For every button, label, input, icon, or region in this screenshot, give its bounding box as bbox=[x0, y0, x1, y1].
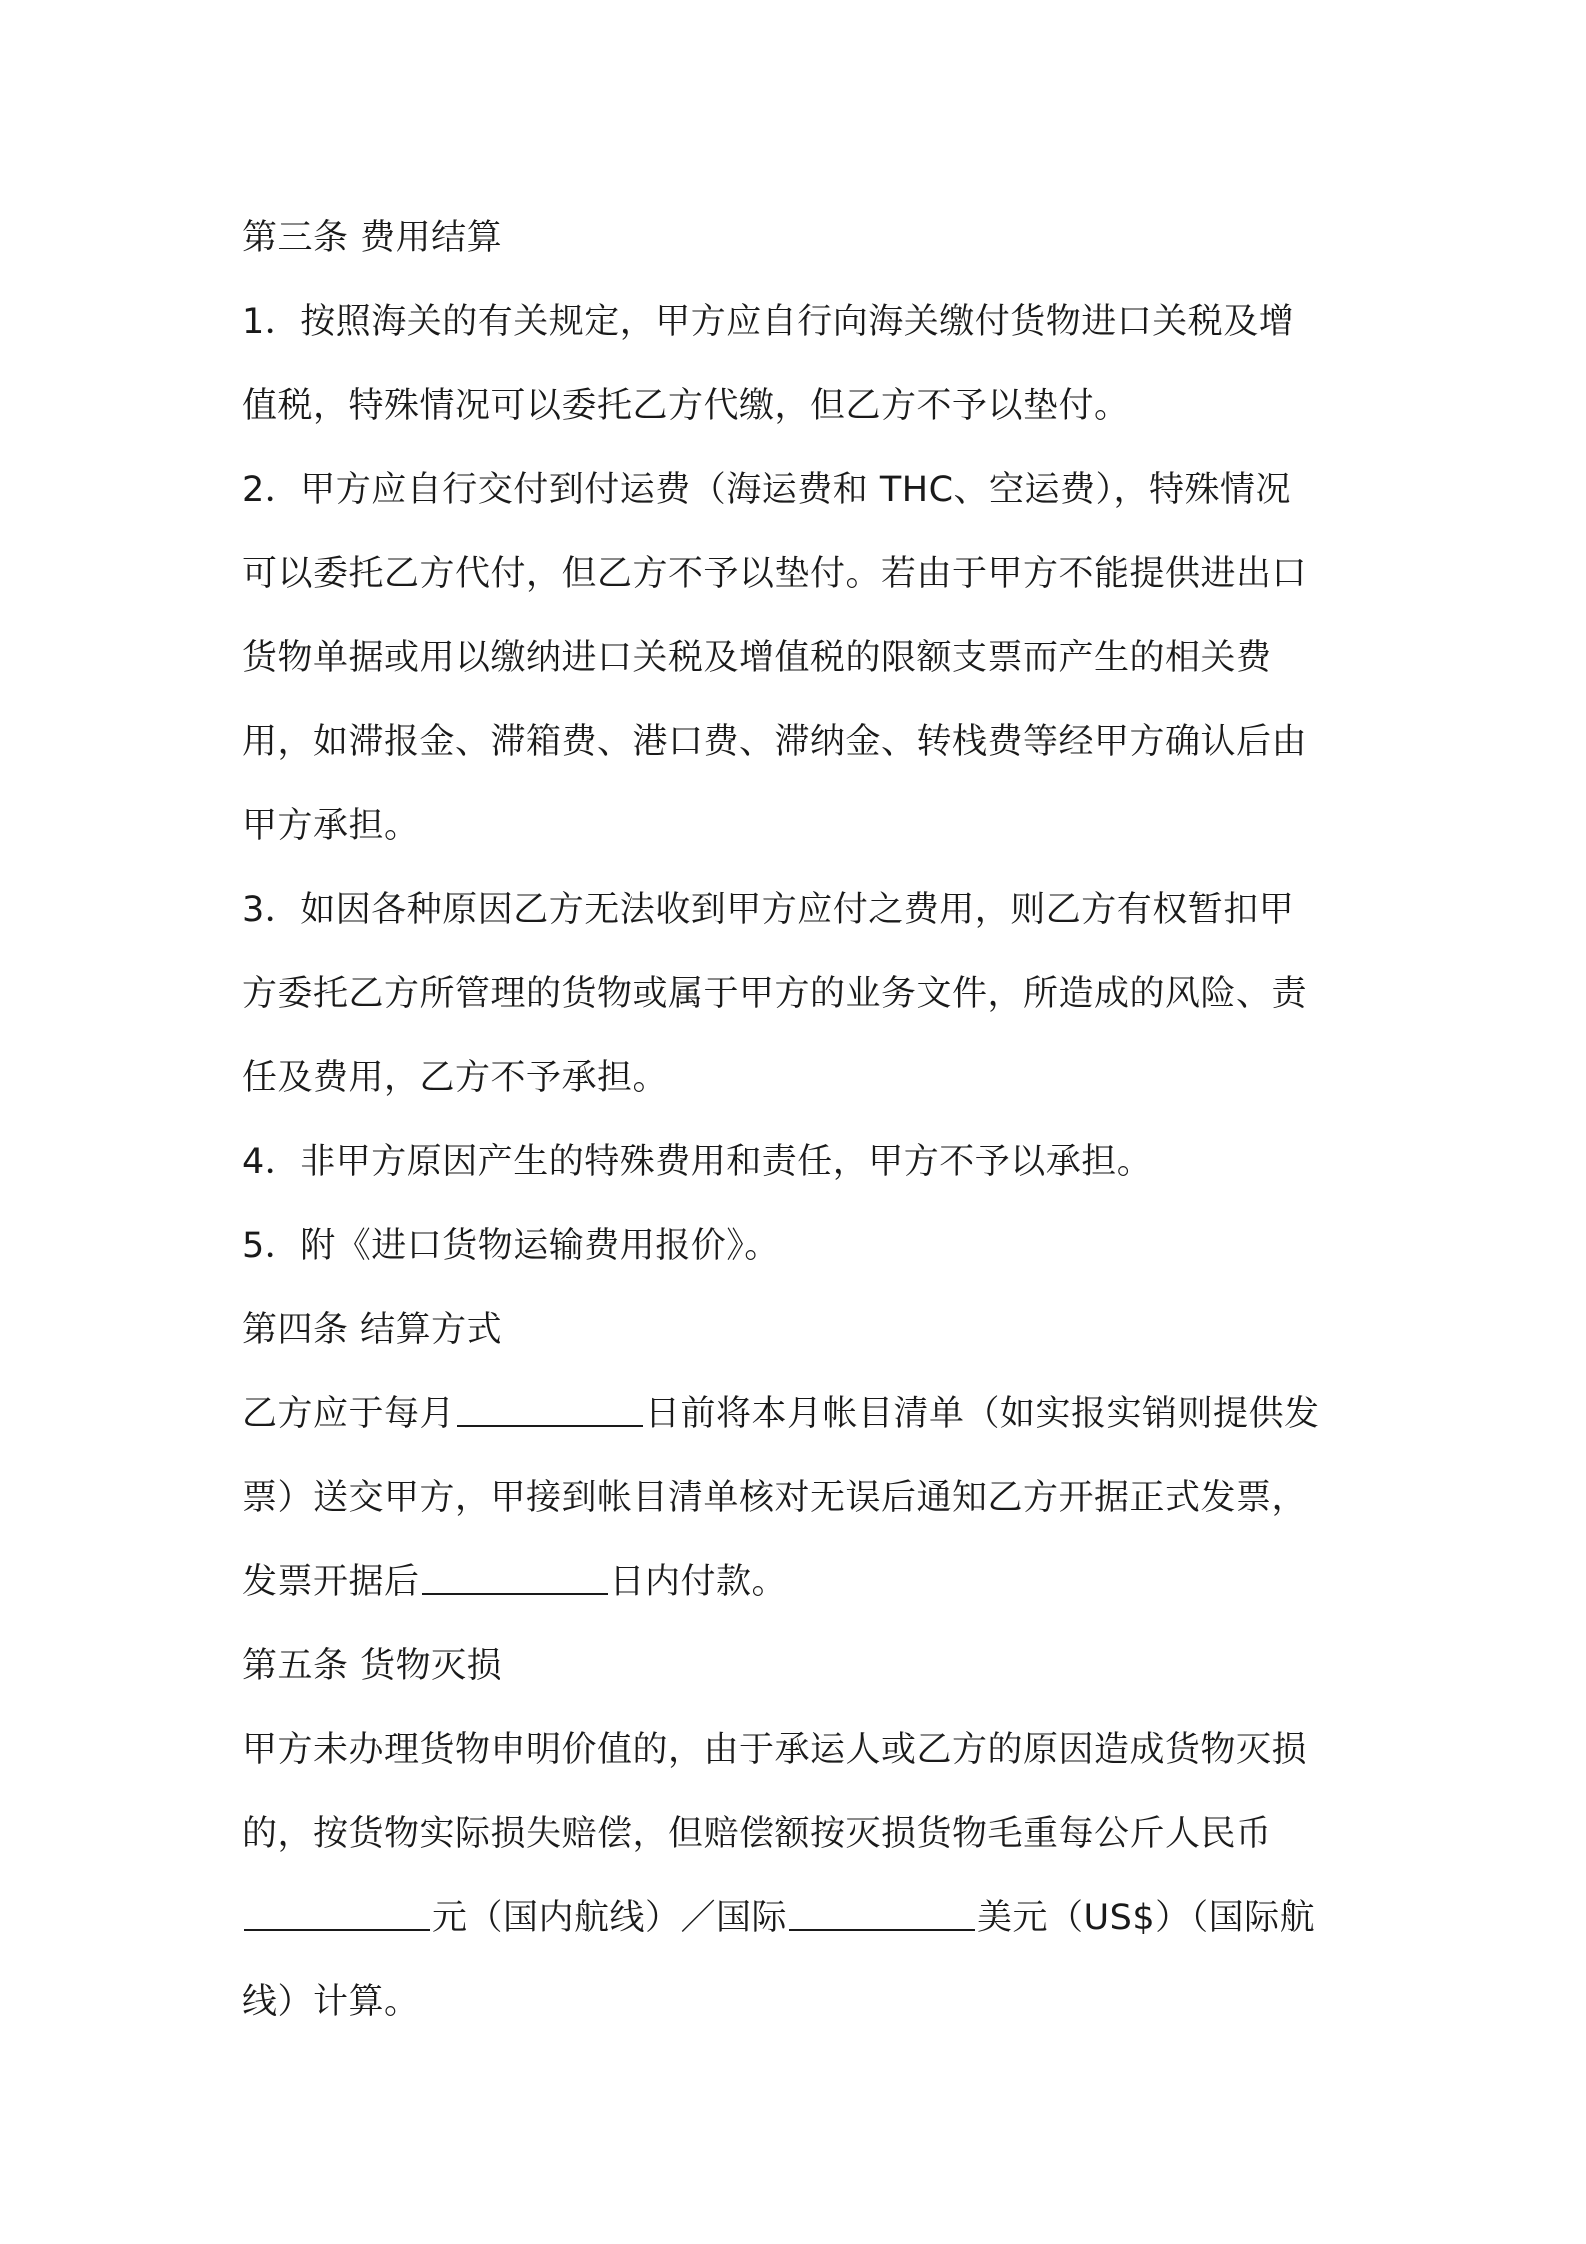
article3-item3-line1: 3．如因各种原因乙方无法收到甲方应付之费用，则乙方有权暂扣甲 bbox=[242, 890, 1295, 930]
article3-item3-line3: 任及费用，乙方不予承担。 bbox=[242, 1058, 669, 1098]
article3-item1-line2: 值税，特殊情况可以委托乙方代缴，但乙方不予以垫付。 bbox=[242, 386, 1130, 426]
article3-item2-line3: 货物单据或用以缴纳进口关税及增值税的限额支票而产生的相关费 bbox=[242, 638, 1272, 678]
article4-line2: 票）送交甲方，甲接到帐目清单核对无误后通知乙方开据正式发票， bbox=[242, 1478, 1308, 1518]
article3-item2-line4: 用，如滞报金、滞箱费、港口费、滞纳金、转栈费等经甲方确认后由 bbox=[242, 722, 1308, 762]
article3-item2-line2: 可以委托乙方代付，但乙方不予以垫付。若由于甲方不能提供进出口 bbox=[242, 554, 1308, 594]
article4-line1-start: 乙方应于每月 bbox=[242, 1394, 456, 1434]
article3-heading: 第三条 费用结算 bbox=[242, 218, 503, 258]
article4-heading: 第四条 结算方式 bbox=[242, 1310, 503, 1350]
article4-line3 bbox=[242, 1540, 1357, 1624]
fill-in-blank bbox=[457, 1395, 643, 1427]
article5-line3-mid: 元（国内航线）／国际 bbox=[432, 1898, 788, 1938]
fill-in-blank bbox=[789, 1899, 975, 1931]
article3-item2-line5: 甲方承担。 bbox=[242, 806, 420, 846]
article4-line1 bbox=[242, 1372, 1357, 1456]
article5-heading: 第五条 货物灭损 bbox=[242, 1646, 503, 1686]
article5-line3 bbox=[242, 1876, 1357, 1960]
article3-item5: 5．附《进口货物运输费用报价》。 bbox=[242, 1226, 780, 1266]
article5-line1: 甲方未办理货物申明价值的，由于承运人或乙方的原因造成货物灭损 bbox=[242, 1730, 1308, 1770]
article5-line4: 线）计算。 bbox=[242, 1982, 420, 2022]
article3-item3-line2: 方委托乙方所管理的货物或属于甲方的业务文件，所造成的风险、责 bbox=[242, 974, 1308, 1014]
fill-in-blank bbox=[422, 1563, 608, 1595]
article3-item2-line1: 2．甲方应自行交付到付运费（海运费和 THC、空运费），特殊情况 bbox=[242, 470, 1292, 510]
article5-line3-end: 美元（US$）（国际航 bbox=[977, 1898, 1316, 1938]
article4-line1-end: 日前将本月帐目清单（如实报实销则提供发 bbox=[645, 1394, 1320, 1434]
fill-in-blank bbox=[244, 1899, 430, 1931]
article5-line2: 的，按货物实际损失赔偿，但赔偿额按灭损货物毛重每公斤人民币 bbox=[242, 1814, 1272, 1854]
article3-item4: 4．非甲方原因产生的特殊费用和责任，甲方不予以承担。 bbox=[242, 1142, 1153, 1182]
article4-line3-end: 日内付款。 bbox=[609, 1562, 788, 1602]
article4-line3-start: 发票开据后 bbox=[242, 1562, 420, 1602]
article3-item1-line1: 1．按照海关的有关规定，甲方应自行向海关缴付货物进口关税及增 bbox=[242, 302, 1295, 342]
document-page bbox=[242, 196, 1357, 2044]
